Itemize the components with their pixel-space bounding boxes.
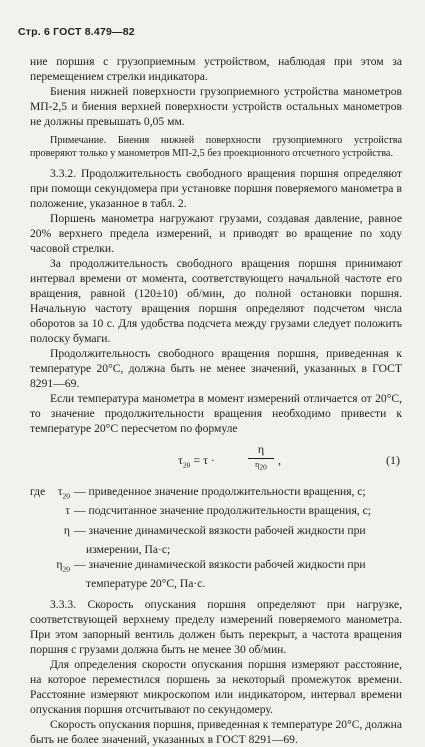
paragraph-3-3-2: 3.3.2. Продолжительность свободного вращения поршня определяют при помощи секундомера при установке поршня поверяемого манометра в положение, указанное в табл. 2. [30,167,402,210]
definition-row: τ — подсчитанное значение продолжительности вращения, с; [65,504,371,518]
paragraph-3-3-3: 3.3.3. Скорость опускания поршня определяют при нагрузке, соответствующей верхнему пределу измерений поверяемого манометра. При этом запорный вентиль должен быть перекрыт, а частота вращения поршня с грузами должна быть не менее 30 об/мин. [30,598,402,657]
page-header: Стр. 6 ГОСТ 8.479—82 [18,26,135,38]
formula-number: (1) [386,453,400,467]
paragraph-runout: Биения нижней поверхности грузоприемного устройства манометров МП-2,5 и биения верхней поверхности устройств остальных манометров не должны превышать 0,05 мм. [30,85,402,128]
formula-denominator: $\eta_{20}$ [255,460,267,472]
paragraph-reduced-duration: Продолжительность свободного вращения поршня, приведенная к температуре 20°C, должна быть не менее значений, указанных в ГОСТ 8291—69. [30,347,402,390]
formula-fraction [248,442,274,472]
definition-row: η — значение динамической вязкости рабочей жидкости при [63,523,366,537]
note-paragraph: Примечание. Биения нижней поверхности грузоприемного устройства проверяют только у манометров МП-2,5 без проекционного отсчетного устройства. [30,135,402,159]
paragraph-descent-reduced: Скорость опускания поршня, приведенная к температуре 20°C, должна быть не более значений, указанных в ГОСТ 8291—69. [30,718,402,747]
formula-lhs: $\tau_{20} = \tau$ · [178,453,215,470]
definition-row: где $\tau_{20}$ — приведенное значение продолжительности вращения, с; [30,485,366,501]
paragraph-continuation: ние поршня с грузоприемным устройством, наблюдая при этом за перемещением стрелки индикатора. [30,55,402,83]
formula-1 [30,442,402,480]
definitions-list [30,484,402,591]
definition-row: измерении, Па·с; [86,542,171,556]
paragraph-temperature-correction: Если температура манометра в момент измерений отличается от 20°C, то значение продолжительности вращения необходимо привести к температуре 20°C пересчетом по формуле [30,392,402,435]
definition-row: температуре 20°C, Па·с. [86,577,206,591]
formula-comma: , [278,453,281,467]
paragraph-descent-measure: Для определения скорости опускания поршня измеряют расстояние, на которое переместился поршень за некоторый промежуток времени. Расстояние измеряют микроскопом или индикатором, интервал времени опускания поршня отсчитывают по секундомеру. [30,658,402,717]
definition-row: $\eta_{20}$ — значение динамической вязкости рабочей жидкости при [56,557,366,574]
paragraph-rotation-duration: За продолжительность свободного вращения поршня принимают интервал времени от момента, соответствующего начальной частоте его вращения, равной (120±10) об/мин, до полной остановки поршня. Начальную частоту вращения поршня определяют подсчетом числа оборотов за 10 с. Для удобства подсчета между грузами следует положить полоску бумаги. [30,257,402,345]
text-column [30,54,402,747]
paragraph-loading: Поршень манометра нагружают грузами, создавая давление, равное 20% верхнего предела измерений, и приводят во вращение по ходу часовой стрелки. [30,212,402,255]
formula-numerator: η [248,442,274,459]
